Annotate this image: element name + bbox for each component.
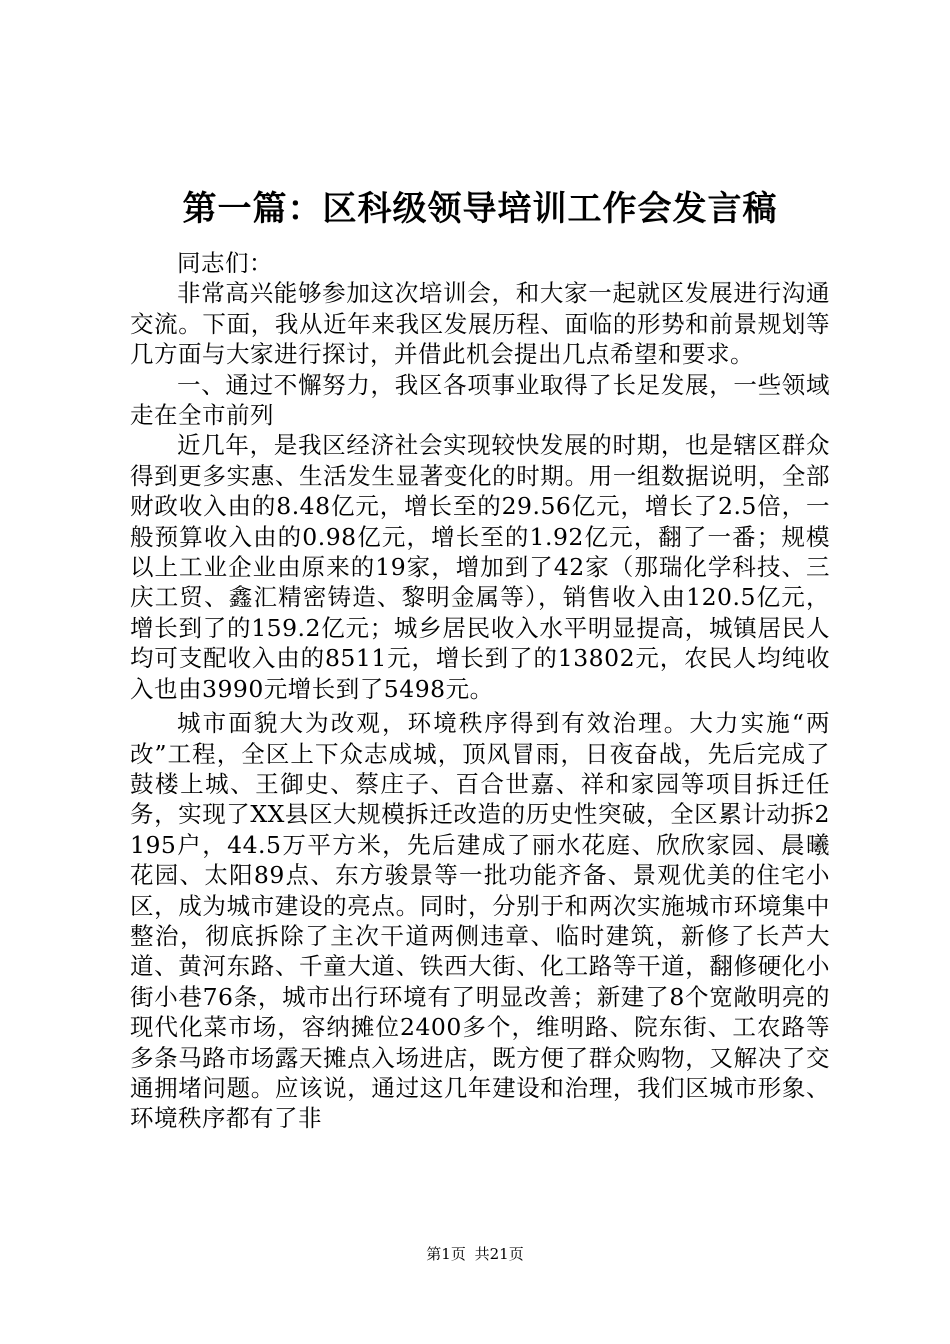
economy-paragraph: 近几年，是我区经济社会实现较快发展的时期，也是辖区群众得到更多实惠、生活发生显著变化的时期。用一组数据说明，全部财政收入由的8.48亿元，增长至的29.56亿元，增长了2.5倍，一般预算收入由的0.98亿元，增长至的1.92亿元，翻了一番；规模以上工业企业由原来的19家，增加到了42家（那瑞化学科技、三庆工贸、鑫汇精密铸造、黎明金属等），销售收入由120.5亿元，增长到了的159.2亿元；城乡居民收入水平明显提高，城镇居民人均可支配收入由的8511元，增长到了的13802元，农民人均纯收入也由3990元增长到了5498元。 [130,431,830,703]
page-total: 共21页 [474,1245,524,1263]
salutation-paragraph: 同志们： [177,249,273,277]
city-paragraph: 城市面貌大为改观，环境秩序得到有效治理。大力实施“两改”工程，全区上下众志成城，顶风冒雨，日夜奋战，先后完成了鼓楼上城、王御史、蔡庄子、百合世嘉、祥和家园等项目拆迁任务，实现了XX县区大规模拆迁改造的历史性突破，全区累计动拆2195户，44.5万平方米，先后建成了丽水花庭、欣欣家园、晨曦花园、太阳89点、东方骏景等一批功能齐备、景观优美的住宅小区，成为城市建设的亮点。同时，分别于和两次实施城市环境集中整治，彻底拆除了主次干道两侧违章、临时建筑，新修了长芦大道、黄河东路、千童大道、铁西大街、化工路等干道，翻修硬化小街小巷76条，城市出行环境有了明显改善；新建了8个宽敞明亮的现代化菜市场，容纳摊位2400多个，维明路、院东街、工农路等多条马路市场露天摊点入场进店，既方便了群众购物，又解决了交通拥堵问题。应该说，通过这几年建设和治理，我们区城市形象、环境秩序都有了非 [130,709,830,1133]
document-title: 第一篇：区科级领导培训工作会发言稿 [182,189,778,229]
document-page [130,182,830,1134]
page-footer [0,1244,950,1264]
section-heading-paragraph: 一、通过不懈努力，我区各项事业取得了长足发展，一些领域走在全市前列 [130,370,830,430]
page-number: 第1页 [426,1245,466,1263]
document-body [130,248,830,1134]
intro-paragraph: 非常高兴能够参加这次培训会，和大家一起就区发展进行沟通交流。下面，我从近年来我区发展历程、面临的形势和前景规划等几方面与大家进行探讨，并借此机会提出几点希望和要求。 [130,279,830,369]
